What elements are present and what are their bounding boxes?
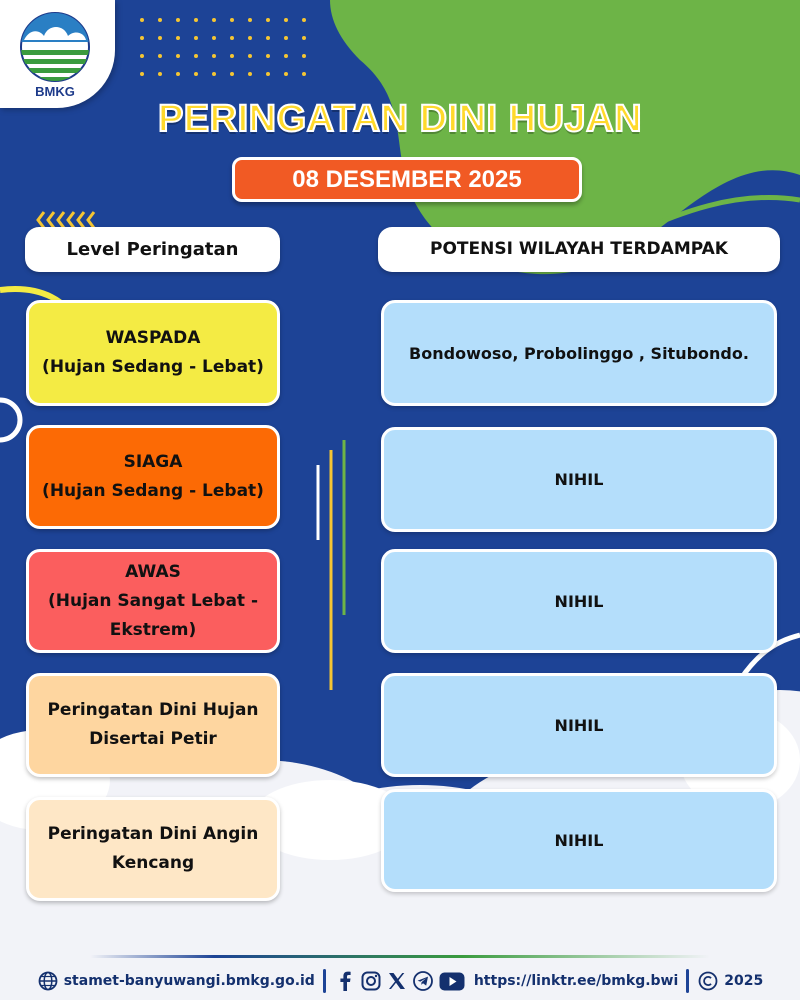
level-name: AWAS — [125, 561, 181, 582]
chevron-decor — [38, 212, 94, 228]
level-awas — [26, 549, 280, 653]
white-ring — [0, 400, 20, 440]
footer — [0, 962, 800, 1000]
date-badge: 08 DESEMBER 2025 — [232, 157, 582, 202]
area-waspada: Bondowoso, Probolinggo , Situbondo. — [381, 300, 777, 406]
level-name: Peringatan Dini Hujan — [47, 700, 259, 720]
telegram-icon[interactable] — [412, 970, 434, 992]
area-awas: NIHIL — [381, 549, 777, 653]
globe-icon — [37, 970, 59, 992]
level-name: Peringatan Dini Angin — [47, 824, 259, 844]
linktree-link[interactable]: https://linktr.ee/bmkg.bwi — [473, 973, 679, 989]
dot-grid — [140, 18, 306, 76]
copyright-icon — [697, 970, 719, 992]
level-angin — [26, 797, 280, 901]
footer-divider — [90, 955, 710, 958]
level-petir — [26, 673, 280, 777]
logo-text: BMKG — [35, 84, 75, 99]
level-name: WASPADA — [105, 328, 201, 348]
footer-separator — [323, 969, 326, 993]
level-siaga — [26, 425, 280, 529]
level-name-cont: Disertai Petir — [89, 729, 217, 749]
level-name: SIAGA — [123, 452, 183, 472]
level-waspada — [26, 300, 280, 406]
instagram-icon[interactable] — [360, 970, 382, 992]
footer-separator — [686, 969, 689, 993]
youtube-icon[interactable] — [438, 970, 466, 992]
area-siaga: NIHIL — [381, 427, 777, 532]
copyright-year: 2025 — [724, 973, 764, 989]
level-desc: (Hujan Sedang - Lebat) — [42, 357, 264, 377]
area-petir: NIHIL — [381, 673, 777, 777]
level-desc: (Hujan Sedang - Lebat) — [42, 481, 264, 501]
website-link[interactable]: stamet-banyuwangi.bmkg.go.id — [63, 973, 315, 989]
level-name-cont: Kencang — [111, 853, 195, 873]
level-header: Level Peringatan — [25, 227, 280, 272]
level-desc-cont: Ekstrem) — [109, 619, 197, 640]
area-header: POTENSI WILAYAH TERDAMPAK — [378, 227, 780, 272]
x-icon[interactable] — [386, 970, 408, 992]
page-title: PERINGATAN DINI HUJAN — [157, 98, 643, 140]
area-angin: NIHIL — [381, 789, 777, 892]
level-desc: (Hujan Sangat Lebat - — [47, 590, 259, 611]
bmkg-logo-icon — [18, 10, 92, 84]
facebook-icon[interactable] — [334, 970, 356, 992]
